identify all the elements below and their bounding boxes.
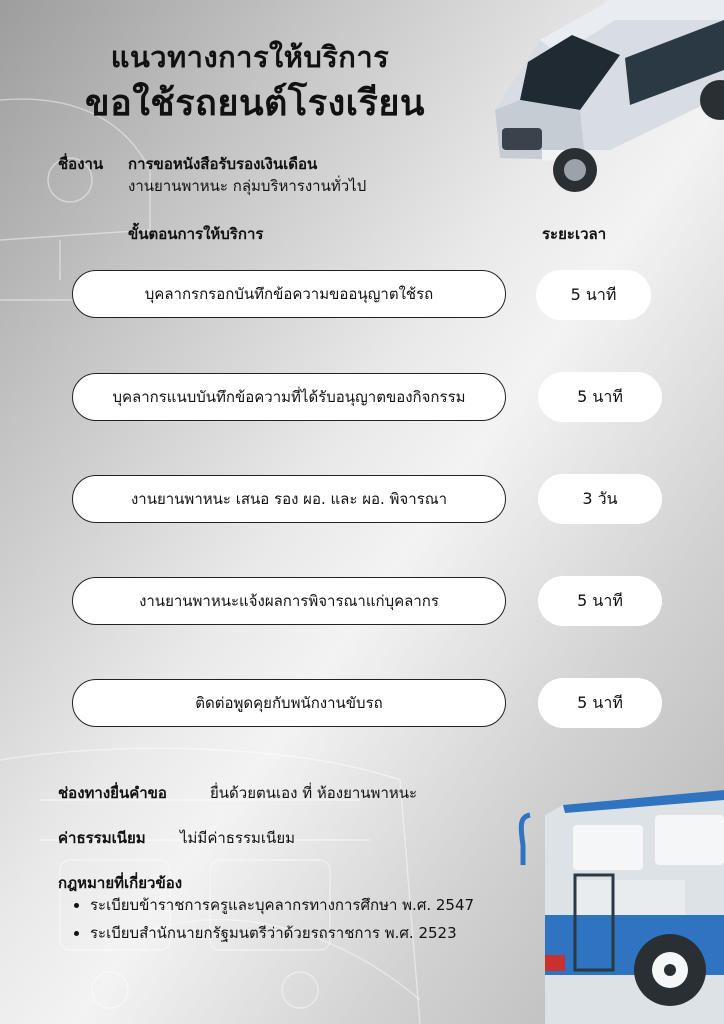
job-label: ชื่องาน — [58, 155, 104, 173]
step-1: บุคลากรกรอกบันทึกข้อความขออนุญาตใช้รถ — [72, 270, 506, 318]
step-2: บุคลากรแนบบันทึกข้อความที่ได้รับอนุญาตของกิจกรรม — [72, 373, 506, 421]
step-4-duration: 5 นาที — [538, 576, 662, 626]
fee-label: ค่าธรรมเนียม — [58, 829, 146, 847]
laws-label: กฎหมายที่เกี่ยวข้อง — [58, 874, 183, 892]
steps-header: ขั้นตอนการให้บริการ — [128, 225, 264, 243]
duration-header: ระยะเวลา — [542, 225, 607, 243]
channel-label: ช่องทางยื่นคำขอ — [58, 784, 167, 802]
law-item: • ระเบียบสำนักนายกรัฐมนตรีว่าด้วยรถราชการ พ.ศ. 2523 — [90, 921, 474, 945]
step-2-duration: 5 นาที — [538, 372, 662, 422]
channel-value: ยื่นด้วยตนเอง ที่ ห้องยานพาหนะ — [210, 784, 418, 802]
bus-illustration — [515, 785, 724, 1024]
law-item: • ระเบียบข้าราชการครูและบุคลากรทางการศึกษา พ.ศ. 2547 — [90, 893, 474, 917]
step-3: งานยานพาหนะ เสนอ รอง ผอ. และ ผอ. พิจารณา — [72, 475, 506, 523]
page-title-line2: ขอใช้รถยนต์โรงเรียน — [84, 83, 426, 124]
job-name: การขอหนังสือรับรองเงินเดือน — [128, 155, 318, 173]
fee-value: ไม่มีค่าธรรมเนียม — [180, 829, 295, 847]
step-4: งานยานพาหนะแจ้งผลการพิจารณาแก่บุคลากร — [72, 577, 506, 625]
step-1-duration: 5 นาที — [536, 270, 651, 320]
step-5: ติดต่อพูดคุยกับพนักงานขับรถ — [72, 679, 506, 727]
laws-list — [70, 893, 474, 949]
job-department: งานยานพาหนะ กลุ่มบริหารงานทั่วไป — [128, 177, 367, 195]
page-title-line1: แนวทางการให้บริการ — [110, 40, 390, 74]
van-illustration — [480, 0, 724, 200]
step-5-duration: 5 นาที — [538, 678, 662, 728]
step-3-duration: 3 วัน — [538, 474, 662, 524]
